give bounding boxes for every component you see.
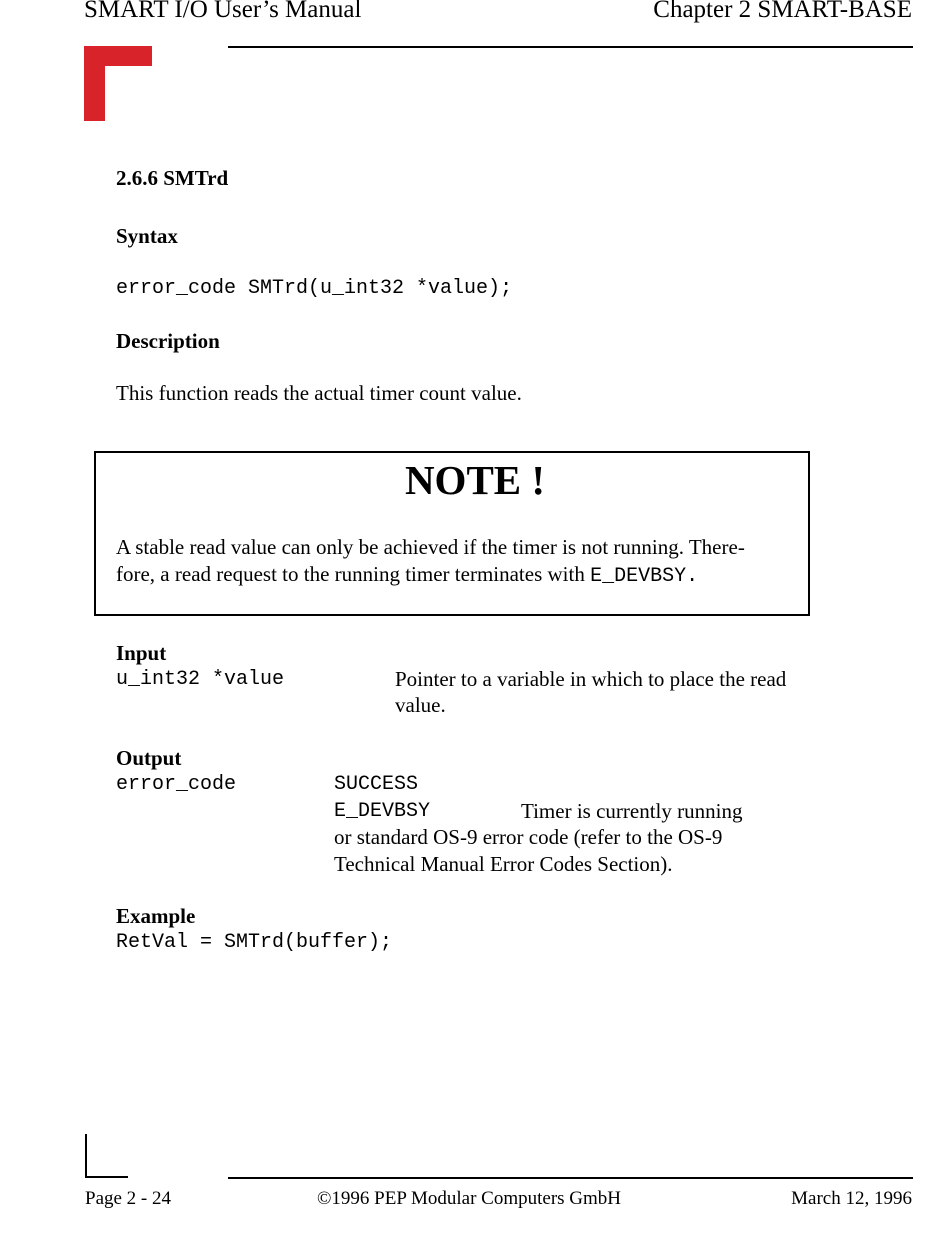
note-title: NOTE ! xyxy=(404,457,546,503)
note-line-2 xyxy=(116,562,698,588)
syntax-code: error_code SMTrd(u_int32 *value); xyxy=(116,277,513,300)
input-param: u_int32 *value xyxy=(116,668,285,691)
header-chapter-title: Chapter 2 SMART-BASE xyxy=(653,0,912,23)
description-text: This function reads the actual timer count value. xyxy=(116,381,522,405)
note-error-code: E_DEVBSY. xyxy=(590,565,699,588)
output-param: error_code xyxy=(116,773,237,796)
description-heading: Description xyxy=(116,329,220,353)
section-title: 2.6.6 SMTrd xyxy=(116,166,229,190)
footer-rule xyxy=(228,1177,913,1179)
note-line-2-text: fore, a read request to the running timer terminates with xyxy=(116,562,591,586)
syntax-heading: Syntax xyxy=(116,224,178,248)
footer-corner-vertical xyxy=(85,1134,87,1178)
output-success: SUCCESS xyxy=(334,773,419,796)
output-line-3: or standard OS-9 error code (refer to the OS-9 xyxy=(334,825,723,849)
example-heading: Example xyxy=(116,904,196,928)
footer-copyright: ©1996 PEP Modular Computers GmbH xyxy=(317,1188,622,1209)
output-line-4: Technical Manual Error Codes Section). xyxy=(334,852,673,876)
footer-corner-horizontal xyxy=(85,1176,128,1178)
header-manual-title: SMART I/O User’s Manual xyxy=(84,0,362,23)
note-line-1: A stable read value can only be achieved if the timer is not running. There- xyxy=(116,535,745,559)
output-devbsy-code: E_DEVBSY xyxy=(334,800,431,823)
output-devbsy-desc: Timer is currently running xyxy=(521,799,743,823)
output-heading: Output xyxy=(116,746,182,770)
input-desc-line-1: Pointer to a variable in which to place the read xyxy=(395,667,787,691)
corner-mark-vertical xyxy=(84,46,105,121)
header-rule xyxy=(228,46,913,48)
input-desc-line-2: value. xyxy=(395,693,446,717)
footer-date: March 12, 1996 xyxy=(791,1188,912,1209)
example-code: RetVal = SMTrd(buffer); xyxy=(116,931,393,954)
footer-page-number: Page 2 - 24 xyxy=(85,1188,172,1209)
input-heading: Input xyxy=(116,641,167,665)
